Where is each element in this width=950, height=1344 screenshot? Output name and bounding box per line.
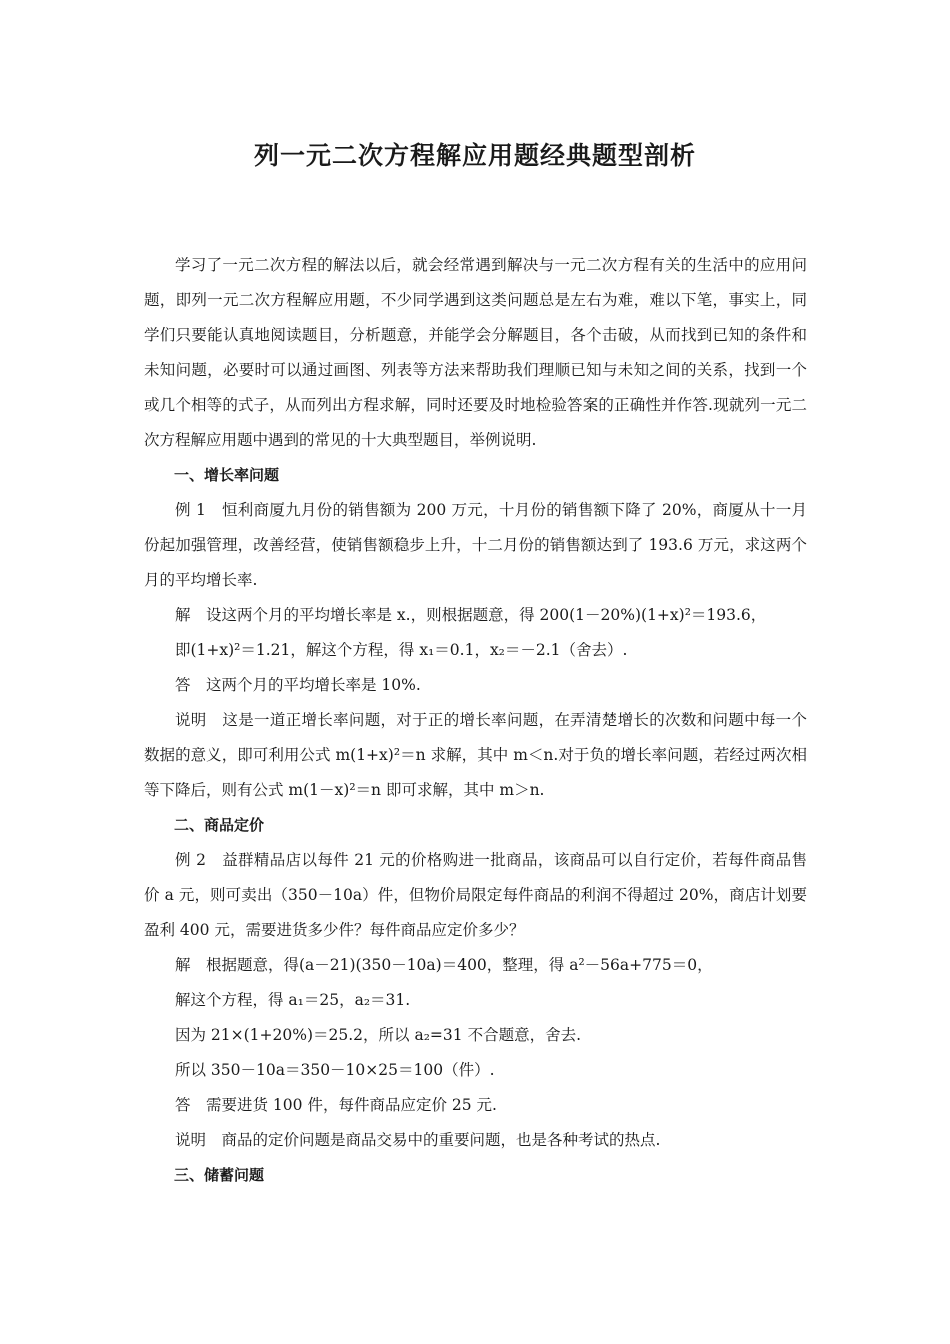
section-heading-pricing: 二、商品定价 [174,816,265,834]
example-1-text: 例 1 恒利商厦九月份的销售额为 200 万元，十月份的销售额下降了 20%，商厦从十一月份起加强管理，改善经营，使销售额稳步上升，十二月份的销售额达到了 193.6 万元，求这两个月的平均增长率. [144,501,807,589]
example-1-note: 说明 这是一道正增长率问题，对于正的增长率问题，在弄清楚增长的次数和问题中每一个数据的意义，即可利用公式 m(1+x)²＝n 求解，其中 m＜n.对于负的增长率问题，若经过两次相等下降后，则有公式 m(1－x)²＝n 即可求解，其中 m＞n. [144,711,807,799]
section-heading-savings: 三、储蓄问题 [174,1166,265,1184]
section-heading-growth-rate: 一、增长率问题 [174,466,280,484]
document-title: 列一元二次方程解应用题经典题型剖析 [253,141,696,170]
example-2-solution-4: 所以 350－10a＝350－10×25＝100（件）. [175,1061,495,1079]
intro-paragraph: 学习了一元二次方程的解法以后，就会经常遇到解决与一元二次方程有关的生活中的应用问题，即列一元二次方程解应用题，不少同学遇到这类问题总是左右为难，难以下笔，事实上，同学们只要能认真地阅读题目，分析题意，并能学会分解题目，各个击破，从而找到已知的条件和未知问题，必要时可以通过画图、列表等方法来帮助我们理顺已知与未知之间的关系，找到一个或几个相等的式子，从而列出方程求解，同时还要及时地检验答案的正确性并作答.现就列一元二次方程解应用题中遇到的常见的十大典型题目，举例说明. [144,256,807,449]
example-2-note: 说明 商品的定价问题是商品交易中的重要问题，也是各种考试的热点. [175,1131,661,1149]
example-1-solution-2: 即(1+x)²＝1.21，解这个方程，得 x₁＝0.1，x₂＝－2.1（舍去）. [175,641,628,659]
document-body [144,248,807,1193]
example-1-answer: 答 这两个月的平均增长率是 10%. [175,676,421,694]
example-2-solution: 解 根据题意，得(a－21)(350－10a)＝400，整理，得 a²－56a+775＝0， [175,956,713,974]
example-2-solution-2: 解这个方程，得 a₁＝25，a₂＝31. [175,991,411,1009]
example-1-solution: 解 设这两个月的平均增长率是 x.，则根据题意，得 200(1－20%)(1+x)²＝193.6， [175,606,767,624]
example-2-text: 例 2 益群精品店以每件 21 元的价格购进一批商品，该商品可以自行定价，若每件商品售价 a 元，则可卖出（350－10a）件，但物价局限定每件商品的利润不得超过 20%，商店计划要盈利 400 元，需要进货多少件？每件商品应定价多少？ [144,851,807,939]
example-2-answer: 答 需要进货 100 件，每件商品应定价 25 元. [175,1096,497,1114]
example-2-solution-3: 因为 21×(1+20%)＝25.2，所以 a₂=31 不合题意，舍去. [175,1026,581,1044]
